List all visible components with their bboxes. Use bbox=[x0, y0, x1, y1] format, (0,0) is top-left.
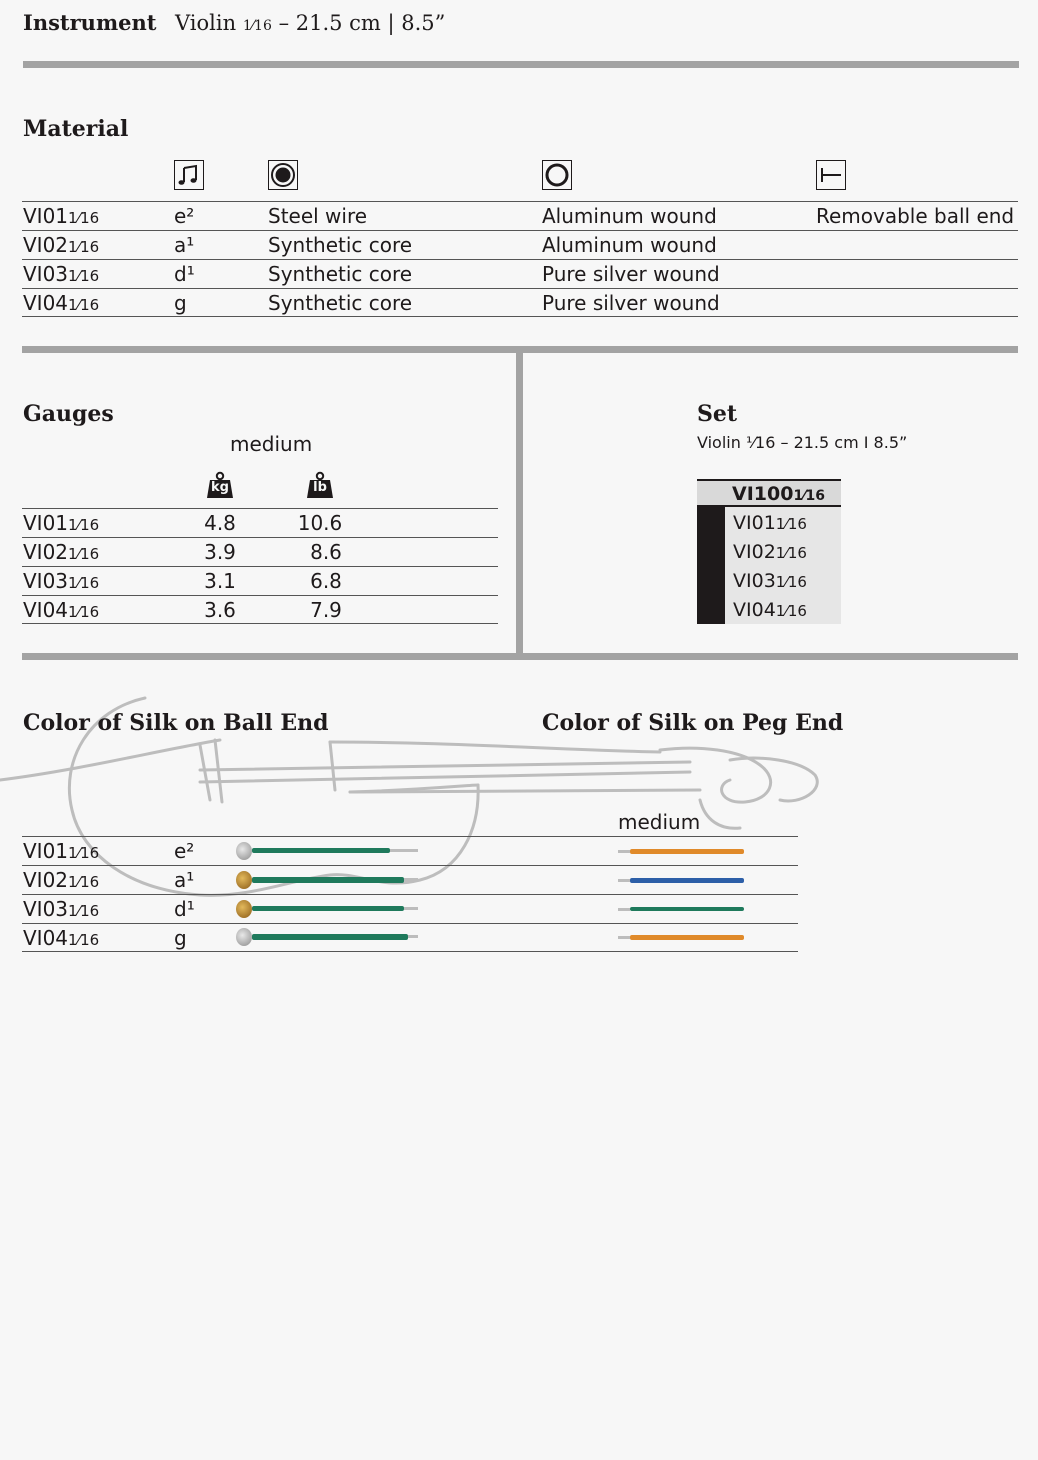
gauges-rule-top bbox=[22, 508, 498, 509]
string-code bbox=[23, 598, 99, 624]
code-text: VI03 bbox=[23, 569, 69, 593]
core: Synthetic core bbox=[268, 233, 413, 257]
instrument-name: Violin bbox=[175, 11, 237, 35]
peg-silk-cord bbox=[630, 849, 744, 854]
peg-silk-cord bbox=[630, 935, 744, 940]
gauges-rule bbox=[22, 595, 498, 596]
set-item-code: VI04 bbox=[733, 599, 776, 621]
material-rule bbox=[22, 259, 1018, 260]
silk-rule-top bbox=[22, 836, 798, 837]
winding: Aluminum wound bbox=[542, 204, 717, 228]
string-code bbox=[23, 262, 99, 288]
note: e² bbox=[174, 839, 195, 863]
kg-value: 3.1 bbox=[204, 569, 236, 593]
peg-silk-cord bbox=[630, 878, 744, 883]
vertical-divider bbox=[516, 353, 523, 653]
silk-rule bbox=[22, 894, 798, 895]
lb-value: 10.6 bbox=[297, 511, 343, 535]
code-text: VI03 bbox=[23, 897, 69, 921]
set-item bbox=[733, 540, 807, 565]
silk-ball-title: Color of Silk on Ball End bbox=[23, 710, 329, 736]
code-text: VI04 bbox=[23, 926, 69, 950]
note: g bbox=[174, 926, 187, 950]
string-code bbox=[23, 291, 99, 317]
code-fraction: 1⁄16 bbox=[68, 545, 100, 563]
set-item-code: VI03 bbox=[733, 570, 776, 592]
lb-label: lb bbox=[313, 480, 327, 495]
code-fraction: 1⁄16 bbox=[68, 931, 100, 949]
note: g bbox=[174, 291, 187, 315]
silk-rule-bottom bbox=[22, 951, 798, 952]
note: d¹ bbox=[174, 262, 195, 286]
code-fraction: 1⁄16 bbox=[68, 238, 100, 256]
silk-rule bbox=[22, 923, 798, 924]
winding: Aluminum wound bbox=[542, 233, 717, 257]
string-tip bbox=[404, 907, 418, 910]
set-header bbox=[697, 479, 841, 507]
set-item-code: VI01 bbox=[733, 512, 776, 534]
string-code bbox=[23, 233, 99, 259]
instrument-value bbox=[175, 10, 445, 39]
winding: Pure silver wound bbox=[542, 262, 720, 286]
lb-value: 8.6 bbox=[310, 540, 342, 564]
peg-string-tip bbox=[618, 879, 630, 882]
kg-weight-icon bbox=[206, 471, 234, 499]
material-rule-top bbox=[22, 201, 1018, 202]
header-divider bbox=[23, 61, 1019, 68]
string-code bbox=[23, 926, 99, 952]
material-title: Material bbox=[23, 116, 129, 142]
ball-silk-cord bbox=[252, 848, 390, 853]
instrument-label: Instrument bbox=[23, 10, 157, 35]
ball-end-icon bbox=[816, 160, 846, 190]
gauges-rule bbox=[22, 566, 498, 567]
core: Steel wire bbox=[268, 204, 368, 228]
code-fraction: 1⁄16 bbox=[68, 603, 100, 621]
string-tip bbox=[404, 878, 418, 881]
code-text: VI01 bbox=[23, 204, 69, 228]
lb-value: 6.8 bbox=[310, 569, 342, 593]
code-fraction: 1⁄16 bbox=[68, 844, 100, 862]
code-fraction: 1⁄16 bbox=[68, 267, 100, 285]
peg-string-tip bbox=[618, 936, 630, 939]
code-fraction: 1⁄16 bbox=[68, 516, 100, 534]
ball-end-brass bbox=[236, 871, 252, 889]
set-code bbox=[732, 483, 825, 507]
gauges-title: Gauges bbox=[23, 401, 114, 427]
peg-string-tip bbox=[618, 850, 630, 853]
material-rule bbox=[22, 288, 1018, 289]
ball-end-silver bbox=[236, 928, 252, 946]
set-table bbox=[697, 479, 841, 624]
ball-silk-cord bbox=[252, 906, 404, 911]
instrument-fraction: 1⁄16 bbox=[242, 18, 272, 34]
code-text: VI02 bbox=[23, 233, 69, 257]
kg-value: 3.9 bbox=[204, 540, 236, 564]
set-code-fraction: 1⁄16 bbox=[793, 488, 825, 504]
code-text: VI02 bbox=[23, 540, 69, 564]
code-text: VI03 bbox=[23, 262, 69, 286]
kg-value: 4.8 bbox=[204, 511, 236, 535]
set-item-code: VI02 bbox=[733, 541, 776, 563]
silk-peg-title: Color of Silk on Peg End bbox=[542, 710, 844, 736]
peg-string-tip bbox=[618, 908, 630, 911]
kg-label: kg bbox=[211, 480, 229, 495]
set-code-text: VI100 bbox=[732, 483, 794, 505]
code-text: VI04 bbox=[23, 598, 69, 622]
lb-value: 7.9 bbox=[310, 598, 342, 622]
core: Synthetic core bbox=[268, 262, 413, 286]
music-note-icon bbox=[174, 160, 204, 190]
gauges-subtitle: medium bbox=[230, 432, 313, 456]
set-item bbox=[733, 569, 807, 594]
open-circle-icon bbox=[542, 160, 572, 190]
string-tip bbox=[390, 849, 418, 852]
winding: Pure silver wound bbox=[542, 291, 720, 315]
string-code bbox=[23, 204, 99, 230]
ball-end-silver bbox=[236, 842, 252, 860]
string-code bbox=[23, 839, 99, 865]
ball-silk-cord bbox=[252, 877, 404, 883]
set-item-fraction: 1⁄16 bbox=[775, 573, 807, 591]
gauges-rule-bottom bbox=[22, 623, 498, 624]
code-text: VI01 bbox=[23, 839, 69, 863]
set-item-fraction: 1⁄16 bbox=[775, 515, 807, 533]
instrument-dimensions: – 21.5 cm | 8.5” bbox=[278, 11, 446, 35]
ball-end-brass bbox=[236, 900, 252, 918]
set-item bbox=[733, 598, 807, 623]
ball-silk-cord bbox=[252, 934, 408, 940]
set-item-fraction: 1⁄16 bbox=[775, 544, 807, 562]
code-fraction: 1⁄16 bbox=[68, 574, 100, 592]
note: a¹ bbox=[174, 233, 195, 257]
note: a¹ bbox=[174, 868, 195, 892]
silk-rule bbox=[22, 865, 798, 866]
code-text: VI01 bbox=[23, 511, 69, 535]
silk-peg-subtitle: medium bbox=[618, 810, 701, 834]
filled-circle-icon bbox=[268, 160, 298, 190]
note: d¹ bbox=[174, 897, 195, 921]
core: Synthetic core bbox=[268, 291, 413, 315]
code-fraction: 1⁄16 bbox=[68, 296, 100, 314]
string-tip bbox=[408, 935, 418, 938]
section-divider bbox=[22, 653, 1018, 660]
set-item-fraction: 1⁄16 bbox=[775, 602, 807, 620]
string-code bbox=[23, 540, 99, 566]
code-text: VI02 bbox=[23, 868, 69, 892]
string-code bbox=[23, 897, 99, 923]
peg-silk-cord bbox=[630, 907, 744, 911]
extra: Removable ball end bbox=[816, 204, 1015, 228]
section-divider bbox=[22, 346, 1018, 353]
kg-value: 3.6 bbox=[204, 598, 236, 622]
note: e² bbox=[174, 204, 195, 228]
code-text: VI04 bbox=[23, 291, 69, 315]
string-code bbox=[23, 511, 99, 537]
set-color-bar bbox=[697, 507, 725, 624]
material-rule-bottom bbox=[22, 316, 1018, 317]
string-code bbox=[23, 569, 99, 595]
string-code bbox=[23, 868, 99, 894]
gauges-rule bbox=[22, 537, 498, 538]
code-fraction: 1⁄16 bbox=[68, 873, 100, 891]
set-title: Set bbox=[697, 401, 738, 427]
material-rule bbox=[22, 230, 1018, 231]
set-item bbox=[733, 511, 807, 536]
lb-weight-icon bbox=[306, 471, 334, 499]
code-fraction: 1⁄16 bbox=[68, 209, 100, 227]
code-fraction: 1⁄16 bbox=[68, 902, 100, 920]
set-subtitle: Violin ⅟16 – 21.5 cm I 8.5” bbox=[697, 433, 908, 452]
